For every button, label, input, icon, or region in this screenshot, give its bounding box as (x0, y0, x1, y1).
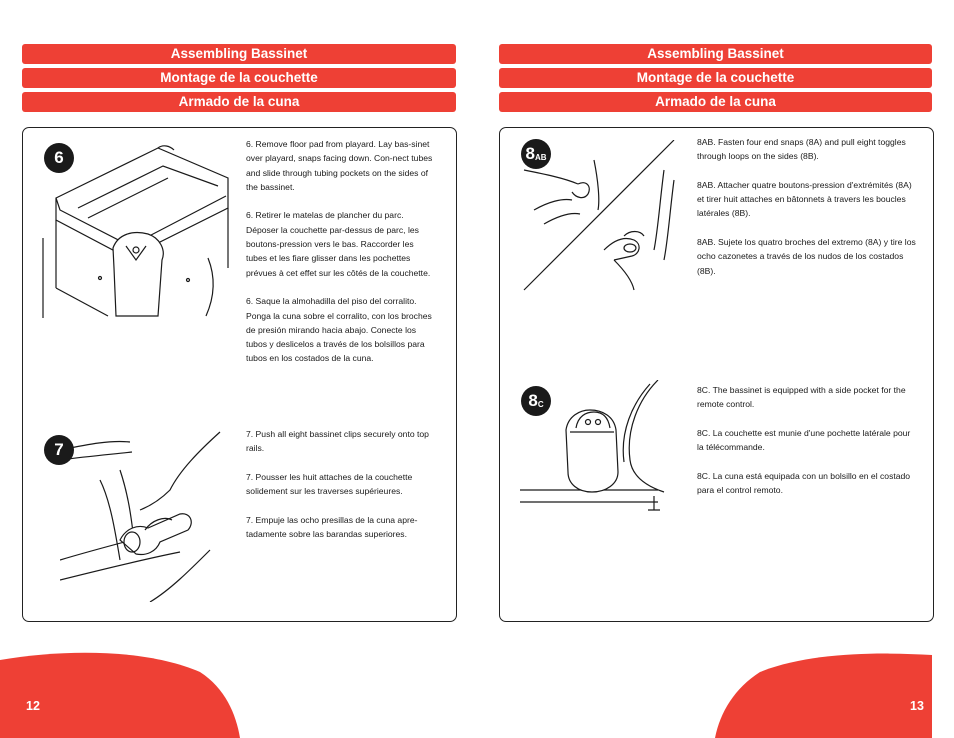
step-8ab-badge-sub: AB (534, 153, 547, 162)
step-7-fr: 7. Pousser les huit attaches de la couchette solidement sur les traverses supérieures. (246, 471, 413, 497)
step-8ab-en: 8AB. Fasten four end snaps (8A) and pull eight toggles through loops on the sides (8B). (697, 137, 906, 162)
bassinet-on-playard-illustration (38, 138, 238, 320)
step-6-en: 6. Remove floor pad from playard. Lay bas-sinet over playard, snaps facing down. Con-nect tubes and slide through tubing pockets on the sides of the bassinet. (246, 139, 433, 192)
left-header-fr: Montage de la couchette (22, 68, 456, 88)
left-header-es: Armado de la cuna (22, 92, 456, 112)
step-7-text (246, 427, 436, 556)
right-header-es: Armado de la cuna (499, 92, 932, 112)
remote-pocket-illustration (518, 380, 678, 515)
step-6-fr: 6. Retirer le matelas de plancher du parc. Déposer la couchette par-dessus de parc, les boutons-pression vers le bas. Raccorder les tubes et les fiare glisser dans les pochettes prévues à cet effet sur les côtés de la couchette. (246, 210, 431, 278)
snaps-and-toggles-illustration (514, 140, 694, 292)
clip-on-rail-illustration (60, 430, 230, 602)
right-header-en: Assembling Bassinet (499, 44, 932, 64)
step-8ab-fr: 8AB. Attacher quatre boutons-pression d'extrémités (8A) et tirer huit attaches en bâtonnets à travers les boucles latérales (8B). (697, 179, 912, 219)
step-8ab-badge-number: 8 (525, 144, 535, 163)
step-8ab-text (697, 135, 919, 292)
step-6-badge: 6 (44, 143, 74, 173)
step-7-badge: 7 (44, 435, 74, 465)
step-6-text (246, 137, 436, 380)
step-8c-en: 8C. The bassinet is equipped with a side pocket for the remote control. (697, 385, 906, 410)
step-8c-badge-sub: C (537, 400, 544, 409)
left-page-number: 12 (26, 699, 40, 713)
step-6-es: 6. Saque la almohadilla del piso del corralito. Ponga la cuna sobre el corralito, con los broches de presión mirando hacia abajo. Conecte los tubos y deslicelos a través de los bolsillos para tubos en los costados de la cuna. (246, 296, 432, 364)
step-7-en: 7. Push all eight bassinet clips securely onto top rails. (246, 429, 429, 454)
step-7-es: 7. Empuje las ocho presillas de la cuna apre-tadamente sobre las barandas superiores. (246, 514, 418, 540)
step-8c-badge-number: 8 (528, 391, 538, 410)
right-page-number: 13 (910, 699, 924, 713)
step-8c-fr: 8C. La couchette est munie d'une pochette latérale pour la télécommande. (697, 427, 911, 453)
step-8ab-es: 8AB. Sujete los quatro broches del extremo (8A) y tire los ocho cazonetes a través de los nudos de los costados (8B). (697, 237, 916, 276)
step-8c-es: 8C. La cuna está equipada con un bolsillo en el costado para el control remoto. (697, 470, 911, 496)
right-header-fr: Montage de la couchette (499, 68, 932, 88)
left-header-en: Assembling Bassinet (22, 44, 456, 64)
step-8c-text (697, 383, 919, 512)
